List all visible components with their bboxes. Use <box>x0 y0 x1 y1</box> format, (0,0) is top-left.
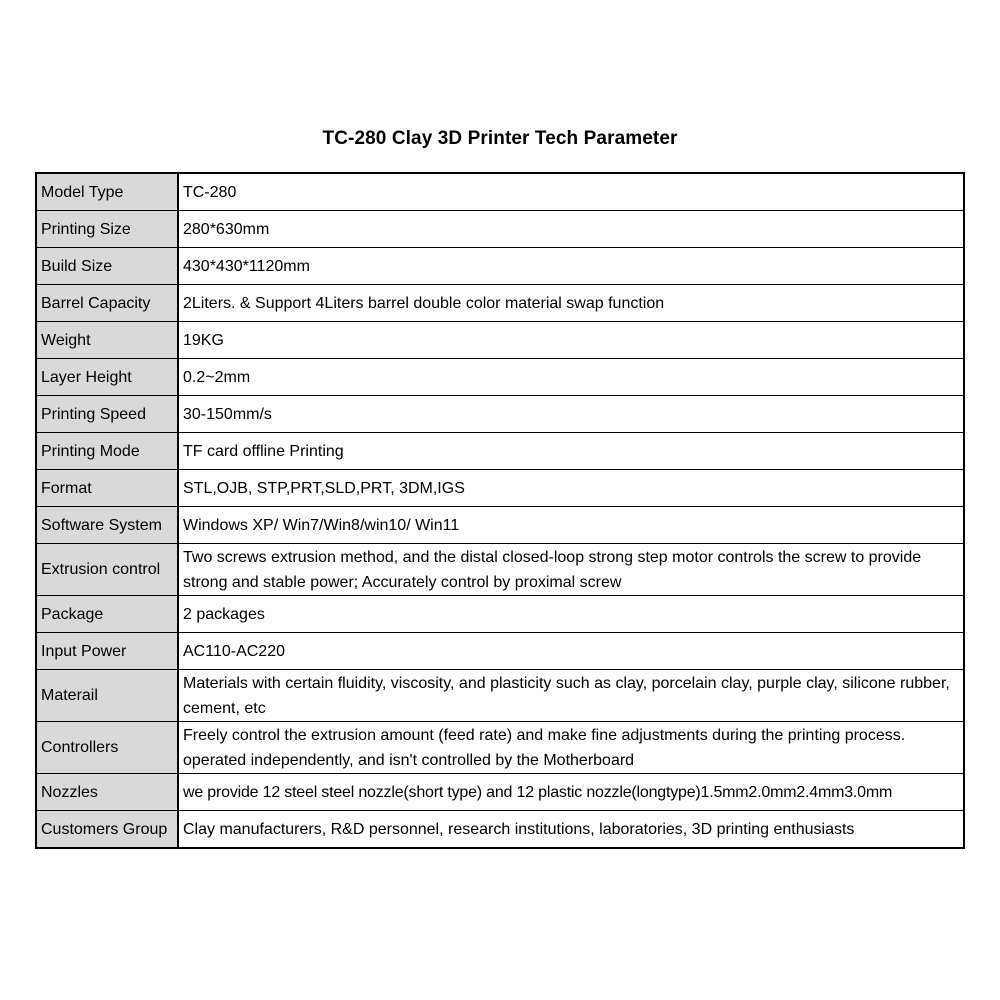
row-label: Printing Size <box>36 211 178 248</box>
row-value: 2Liters. & Support 4Liters barrel double color material swap function <box>178 285 964 322</box>
table-row-extrusion-control <box>36 544 964 596</box>
table-row-barrel-capacity <box>36 285 964 322</box>
table-row-printing-mode <box>36 433 964 470</box>
row-label: Printing Mode <box>36 433 178 470</box>
table-row-format <box>36 470 964 507</box>
row-label: Barrel Capacity <box>36 285 178 322</box>
row-value: STL,OJB, STP,PRT,SLD,PRT, 3DM,IGS <box>178 470 964 507</box>
row-value: 280*630mm <box>178 211 964 248</box>
row-value: Clay manufacturers, R&D personnel, research institutions, laboratories, 3D printing enthusiasts <box>178 811 964 849</box>
row-label: Software System <box>36 507 178 544</box>
table-row-model-type <box>36 173 964 211</box>
row-value: Windows XP/ Win7/Win8/win10/ Win11 <box>178 507 964 544</box>
row-value: TC-280 <box>178 173 964 211</box>
table-row-package <box>36 596 964 633</box>
table-row-nozzles <box>36 774 964 811</box>
row-label: Format <box>36 470 178 507</box>
row-value: we provide 12 steel steel nozzle(short type) and 12 plastic nozzle(longtype)1.5mm2.0mm2.4mm3.0mm <box>178 774 964 811</box>
table-row-build-size <box>36 248 964 285</box>
table-row-printing-speed <box>36 396 964 433</box>
row-label: Layer Height <box>36 359 178 396</box>
row-label: Nozzles <box>36 774 178 811</box>
row-value: 2 packages <box>178 596 964 633</box>
row-value: Freely control the extrusion amount (feed rate) and make fine adjustments during the printing process. operated independently, and isn't controlled by the Motherboard <box>178 722 964 774</box>
table-row-layer-height <box>36 359 964 396</box>
row-value: 19KG <box>178 322 964 359</box>
table-row-weight <box>36 322 964 359</box>
table-row-customers-group <box>36 811 964 849</box>
row-label: Extrusion control <box>36 544 178 596</box>
row-value: 430*430*1120mm <box>178 248 964 285</box>
row-value: Two screws extrusion method, and the distal closed-loop strong step motor controls the screw to provide strong and stable power; Accurately control by proximal screw <box>178 544 964 596</box>
row-label: Package <box>36 596 178 633</box>
row-label: Controllers <box>36 722 178 774</box>
row-value: TF card offline Printing <box>178 433 964 470</box>
table-row-controllers <box>36 722 964 774</box>
row-label: Customers Group <box>36 811 178 849</box>
row-label: Printing Speed <box>36 396 178 433</box>
page-title: TC-280 Clay 3D Printer Tech Parameter <box>322 128 678 149</box>
table-row-input-power <box>36 633 964 670</box>
row-label: Weight <box>36 322 178 359</box>
tech-parameter-table <box>35 172 965 849</box>
table-row-software-system <box>36 507 964 544</box>
row-label: Build Size <box>36 248 178 285</box>
row-label: Materail <box>36 670 178 722</box>
row-value: 30-150mm/s <box>178 396 964 433</box>
row-value: 0.2~2mm <box>178 359 964 396</box>
row-label: Input Power <box>36 633 178 670</box>
row-label: Model Type <box>36 173 178 211</box>
row-value: Materials with certain fluidity, viscosity, and plasticity such as clay, porcelain clay, purple clay, silicone rubber, cement, etc <box>178 670 964 722</box>
table-row-material <box>36 670 964 722</box>
table-row-printing-size <box>36 211 964 248</box>
row-value: AC110-AC220 <box>178 633 964 670</box>
